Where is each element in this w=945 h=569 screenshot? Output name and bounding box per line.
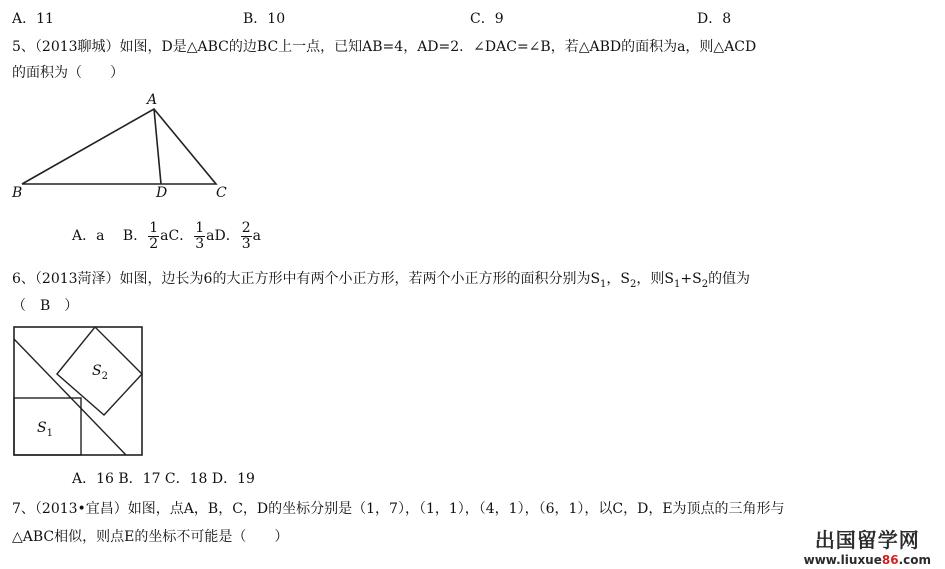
vertex-d-label: D [156, 185, 168, 201]
q7-text-line1: 7、（2013•宜昌）如图，点A，B，C，D的坐标分别是（1，7），（1，1），（4，1），（6，1），以C，D，E为顶点的三角形与 [12, 501, 785, 517]
q6-options: A．16 B．17 C．18 D．19 [72, 471, 255, 487]
q5-option-d-fraction: $\frac{2}{3}$ [241, 219, 251, 252]
q5-triangle-figure [0, 88, 260, 203]
s2-label: $S_2$ [92, 363, 108, 382]
vertex-b-label: B [12, 185, 23, 201]
q4-option-b: B．10 [243, 11, 286, 27]
q5-option-c-fraction: $\frac{1}{3}$ [195, 219, 205, 252]
q5-option-b-label: B． [122, 228, 148, 244]
q5-options: A．a B． $\frac{1}{2}$ aC． $\frac{1}{3}$ aD． $\frac{2}{3}$ a [72, 219, 262, 252]
q5-option-c-label: C． [168, 228, 194, 244]
q4-option-a: A．11 [12, 11, 54, 27]
q5-text-line1: 5、（2013聊城）如图，D是△ABC的边BC上一点，已知AB=4，AD=2．∠DAC=∠B，若△ABD的面积为a，则△ACD [12, 39, 757, 55]
q5-option-a: A．a [72, 228, 105, 244]
q5-option-b-fraction: $\frac{1}{2}$ [149, 219, 159, 252]
q5-text-line2: 的面积为（ ） [12, 65, 124, 81]
q5-option-d-label: D． [214, 228, 240, 244]
watermark-title: 出国留学网 [814, 528, 920, 552]
q6-squares-figure [0, 320, 150, 460]
q6-text-line1: 6、（2013菏泽）如图，边长为6的大正方形中有两个小正方形，若两个小正方形的面积分别为$S_1$，$S_2$，则$S_1+S_2$的值为 [12, 271, 751, 290]
q7-text-line2: △ABC相似，则点E的坐标不可能是（ ） [12, 529, 289, 545]
watermark-url: www.liuxue86.com [803, 553, 931, 567]
vertex-c-label: C [216, 185, 227, 201]
q6-text-line2: （ B ） [12, 298, 79, 314]
vertex-a-label: A [147, 92, 158, 108]
q4-option-c: C．9 [470, 11, 504, 27]
q4-option-d: D．8 [697, 11, 732, 27]
s1-label: $S_1$ [37, 420, 53, 439]
site-watermark [804, 524, 931, 567]
